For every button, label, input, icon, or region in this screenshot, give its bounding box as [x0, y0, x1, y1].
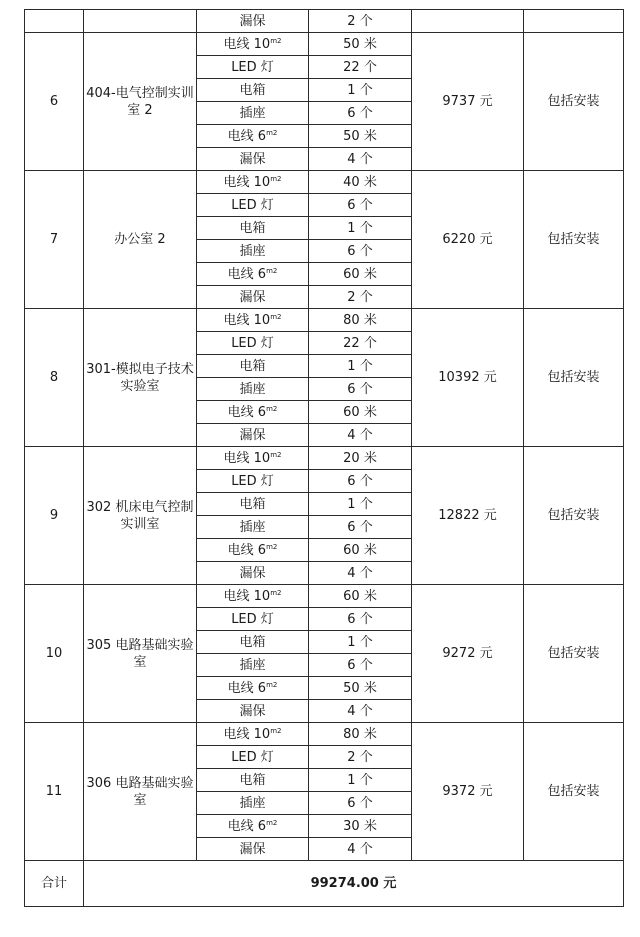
note-cell: 包括安装: [524, 447, 624, 585]
item-name: LED 灯: [231, 749, 274, 765]
item-name-cell: [197, 769, 309, 792]
qty-cell: 6 个: [309, 654, 412, 677]
qty-cell: 60 米: [309, 585, 412, 608]
qty-cell: 6 个: [309, 470, 412, 493]
item-name: 插座: [239, 519, 266, 535]
item-name: 插座: [239, 381, 266, 397]
item-name-cell: [197, 148, 309, 171]
room-cell: [84, 10, 197, 33]
item-name-cell: [197, 263, 309, 286]
qty-cell: 60 米: [309, 539, 412, 562]
qty-cell: 6 个: [309, 194, 412, 217]
item-name: 插座: [239, 243, 266, 259]
item-name-cell: [197, 677, 309, 700]
amount-cell: 9372 元: [412, 723, 524, 861]
seq-cell: [25, 10, 84, 33]
item-name-cell: [197, 562, 309, 585]
qty-cell: 1 个: [309, 355, 412, 378]
item-name-cell: [197, 33, 309, 56]
table-body: [25, 10, 624, 907]
item-name-cell: [197, 56, 309, 79]
qty-cell: 1 个: [309, 631, 412, 654]
item-name: 电箱: [239, 220, 266, 236]
unit-superscript: m2: [266, 128, 278, 137]
item-name-cell: [197, 585, 309, 608]
qty-cell: 4 个: [309, 838, 412, 861]
item-name: 电箱: [239, 358, 266, 374]
qty-cell: 22 个: [309, 332, 412, 355]
room-name: 302 机床电气控制实训室: [84, 447, 197, 585]
item-name: 电线 10: [223, 588, 271, 604]
room-name: 306 电路基础实验室: [84, 723, 197, 861]
item-name: 电线 10: [223, 312, 271, 328]
item-name: LED 灯: [231, 335, 274, 351]
qty-cell: 6 个: [309, 516, 412, 539]
item-name: 电线 10: [223, 174, 271, 190]
amount-cell: [412, 10, 524, 33]
item-name-cell: [197, 700, 309, 723]
qty-cell: 6 个: [309, 792, 412, 815]
qty-cell: 30 米: [309, 815, 412, 838]
table-row: [25, 585, 624, 608]
amount-cell: 6220 元: [412, 171, 524, 309]
item-name: 电线 6: [227, 818, 267, 834]
item-name: 漏保: [239, 151, 266, 167]
item-name: 电线 10: [223, 36, 271, 52]
qty-cell: 6 个: [309, 240, 412, 263]
qty-cell: 4 个: [309, 148, 412, 171]
item-name: 电线 10: [223, 726, 271, 742]
item-name-cell: [197, 217, 309, 240]
unit-superscript: m2: [270, 312, 282, 321]
item-name-cell: [197, 424, 309, 447]
total-value: 99274.00 元: [84, 861, 624, 907]
unit-superscript: m2: [266, 404, 278, 413]
unit-superscript: m2: [270, 36, 282, 45]
item-name: 漏保: [239, 841, 266, 857]
qty-cell: 6 个: [309, 102, 412, 125]
amount-cell: 9737 元: [412, 33, 524, 171]
note-cell: 包括安装: [524, 33, 624, 171]
item-name-cell: 漏保: [197, 10, 309, 33]
unit-superscript: m2: [270, 174, 282, 183]
item-name-cell: [197, 539, 309, 562]
total-label: 合计: [25, 861, 84, 907]
table-row: [25, 723, 624, 746]
item-name: 电线 6: [227, 680, 267, 696]
table-row: [25, 447, 624, 470]
total-row: [25, 861, 624, 907]
qty-cell: 1 个: [309, 79, 412, 102]
material-quote-table: [24, 9, 624, 907]
item-name: 电箱: [239, 82, 266, 98]
unit-superscript: m2: [266, 266, 278, 275]
unit-superscript: m2: [266, 542, 278, 551]
qty-cell: 50 米: [309, 33, 412, 56]
item-name-cell: [197, 447, 309, 470]
item-name-cell: [197, 631, 309, 654]
item-name-cell: [197, 401, 309, 424]
item-name-cell: [197, 654, 309, 677]
seq-number: 7: [25, 171, 84, 309]
item-name: 电线 6: [227, 266, 267, 282]
item-name-cell: [197, 102, 309, 125]
item-name: LED 灯: [231, 197, 274, 213]
seq-number: 11: [25, 723, 84, 861]
item-name-cell: [197, 125, 309, 148]
item-name-cell: [197, 723, 309, 746]
item-name: 电线 6: [227, 542, 267, 558]
item-name: 电线 6: [227, 128, 267, 144]
qty-cell: 2 个: [309, 10, 412, 33]
item-name-cell: [197, 332, 309, 355]
item-name-cell: [197, 608, 309, 631]
item-name-cell: [197, 470, 309, 493]
qty-cell: 6 个: [309, 378, 412, 401]
item-name-cell: [197, 309, 309, 332]
qty-cell: 2 个: [309, 746, 412, 769]
seq-number: 8: [25, 309, 84, 447]
item-name-cell: [197, 378, 309, 401]
qty-cell: 80 米: [309, 309, 412, 332]
qty-cell: 50 米: [309, 125, 412, 148]
seq-number: 6: [25, 33, 84, 171]
qty-cell: 4 个: [309, 424, 412, 447]
item-name-cell: [197, 516, 309, 539]
item-name-cell: [197, 355, 309, 378]
item-name: LED 灯: [231, 59, 274, 75]
item-name: 漏保: [239, 703, 266, 719]
room-name: 办公室 2: [84, 171, 197, 309]
item-name-cell: [197, 815, 309, 838]
item-name-cell: [197, 171, 309, 194]
unit-superscript: m2: [266, 680, 278, 689]
note-cell: 包括安装: [524, 585, 624, 723]
item-name: LED 灯: [231, 611, 274, 627]
qty-cell: 1 个: [309, 217, 412, 240]
unit-superscript: m2: [270, 450, 282, 459]
qty-cell: 40 米: [309, 171, 412, 194]
room-name: 305 电路基础实验室: [84, 585, 197, 723]
seq-number: 9: [25, 447, 84, 585]
unit-superscript: m2: [270, 588, 282, 597]
item-name-cell: [197, 838, 309, 861]
item-name: 电线 6: [227, 404, 267, 420]
item-name: 漏保: [239, 289, 266, 305]
qty-cell: 1 个: [309, 769, 412, 792]
item-name: 电箱: [239, 772, 266, 788]
qty-cell: 20 米: [309, 447, 412, 470]
item-name: 漏保: [239, 427, 266, 443]
qty-cell: 22 个: [309, 56, 412, 79]
amount-cell: 9272 元: [412, 585, 524, 723]
unit-superscript: m2: [270, 726, 282, 735]
item-name: LED 灯: [231, 473, 274, 489]
qty-cell: 60 米: [309, 263, 412, 286]
seq-number: 10: [25, 585, 84, 723]
note-cell: 包括安装: [524, 309, 624, 447]
note-cell: 包括安装: [524, 723, 624, 861]
table-row: [25, 10, 624, 33]
item-name: 电线 10: [223, 450, 271, 466]
note-cell: [524, 10, 624, 33]
item-name-cell: [197, 746, 309, 769]
room-name: 301-模拟电子技术实验室: [84, 309, 197, 447]
amount-cell: 12822 元: [412, 447, 524, 585]
item-name: 插座: [239, 657, 266, 673]
qty-cell: 1 个: [309, 493, 412, 516]
item-name: 电箱: [239, 634, 266, 650]
item-name: 漏保: [239, 565, 266, 581]
amount-cell: 10392 元: [412, 309, 524, 447]
item-name-cell: [197, 79, 309, 102]
item-name-cell: [197, 240, 309, 263]
room-name: 404-电气控制实训室 2: [84, 33, 197, 171]
item-name: 电箱: [239, 496, 266, 512]
qty-cell: 60 米: [309, 401, 412, 424]
item-name: 插座: [239, 795, 266, 811]
item-name-cell: [197, 194, 309, 217]
item-name-cell: [197, 792, 309, 815]
item-name-cell: [197, 493, 309, 516]
unit-superscript: m2: [266, 818, 278, 827]
table-row: [25, 171, 624, 194]
table-row: [25, 33, 624, 56]
qty-cell: 50 米: [309, 677, 412, 700]
item-name: 插座: [239, 105, 266, 121]
qty-cell: 6 个: [309, 608, 412, 631]
qty-cell: 80 米: [309, 723, 412, 746]
item-name-cell: [197, 286, 309, 309]
qty-cell: 4 个: [309, 562, 412, 585]
table-row: [25, 309, 624, 332]
qty-cell: 2 个: [309, 286, 412, 309]
qty-cell: 4 个: [309, 700, 412, 723]
note-cell: 包括安装: [524, 171, 624, 309]
